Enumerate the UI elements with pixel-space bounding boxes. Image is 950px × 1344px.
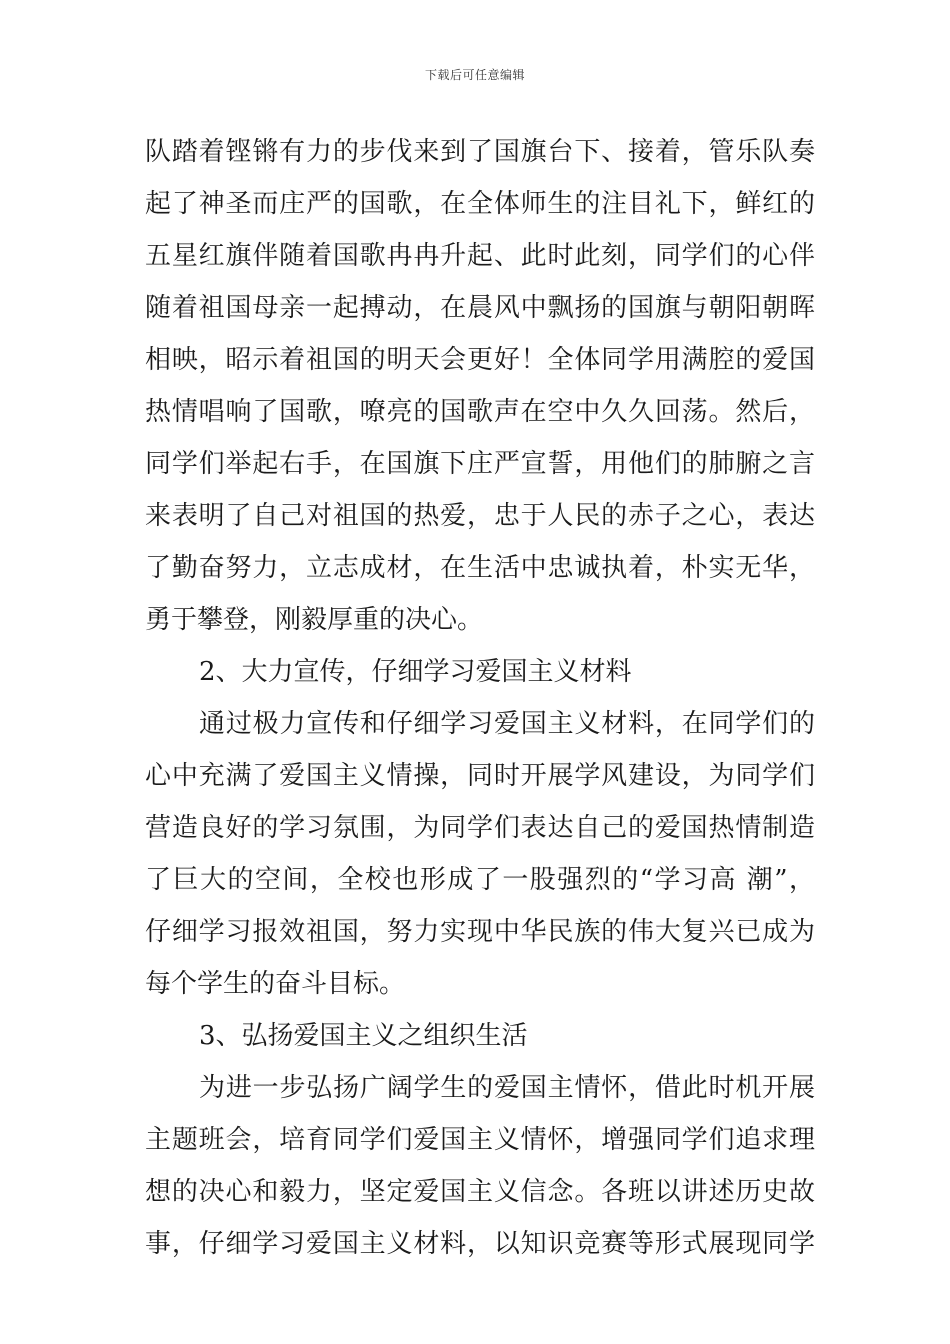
text-line: 了勤奋努力，立志成材，在生活中忠诚执着，朴实无华， — [145, 553, 815, 583]
text-line: 了巨大的空间，全校也形成了一股强烈的“学习高 潮”， — [145, 865, 815, 895]
text-line: 随着祖国母亲一起搏动，在晨风中飘扬的国旗与朝阳朝晖 — [145, 293, 815, 323]
text-line: 起了神圣而庄严的国歌，在全体师生的注目礼下，鲜红的 — [145, 189, 815, 219]
text-line: 心中充满了爱国主义情操，同时开展学风建设，为同学们 — [145, 761, 815, 791]
text-line: 每个学生的奋斗目标。 — [145, 969, 406, 999]
text-line: 仔细学习报效祖国，努力实现中华民族的伟大复兴已成为 — [145, 917, 815, 947]
text-line: 热情唱响了国歌，嘹亮的国歌声在空中久久回荡。然后， — [145, 397, 815, 427]
paragraph — [145, 698, 815, 1010]
text-line: 通过极力宣传和仔细学习爱国主义材料，在同学们的 — [199, 709, 815, 739]
text-line: 想的决心和毅力，坚定爱国主义信念。各班以讲述历史故 — [145, 1177, 815, 1207]
text-line: 同学们举起右手，在国旗下庄严宣誓，用他们的肺腑之言 — [145, 449, 815, 479]
text-line: 来表明了自己对祖国的热爱，忠于人民的赤子之心，表达 — [145, 501, 815, 531]
text-line: 五星红旗伴随着国歌冉冉升起、此时此刻，同学们的心伴 — [145, 241, 815, 271]
text-line: 队踏着铿锵有力的步伐来到了国旗台下、接着，管乐队奏 — [145, 137, 815, 167]
text-line: 事，仔细学习爱国主义材料，以知识竞赛等形式展现同学 — [145, 1229, 815, 1259]
section-heading: 2、大力宣传，仔细学习爱国主义材料 — [199, 657, 632, 687]
text-line: 勇于攀登，刚毅厚重的决心。 — [145, 605, 484, 635]
paragraph — [145, 126, 815, 646]
paragraph — [145, 1062, 815, 1270]
section-heading: 3、弘扬爱国主义之组织生活 — [199, 1021, 528, 1051]
text-line: 为进一步弘扬广阔学生的爱国主情怀，借此时机开展 — [199, 1073, 815, 1103]
text-line: 主题班会，培育同学们爱国主义情怀，增强同学们追求理 — [145, 1125, 815, 1155]
page-header: 下载后可任意编辑 — [424, 68, 525, 82]
text-line: 相映，昭示着祖国的明天会更好！全体同学用满腔的爱国 — [145, 345, 815, 375]
document-body — [145, 126, 815, 1270]
text-line: 营造良好的学习氛围，为同学们表达自己的爱国热情制造 — [145, 813, 815, 843]
